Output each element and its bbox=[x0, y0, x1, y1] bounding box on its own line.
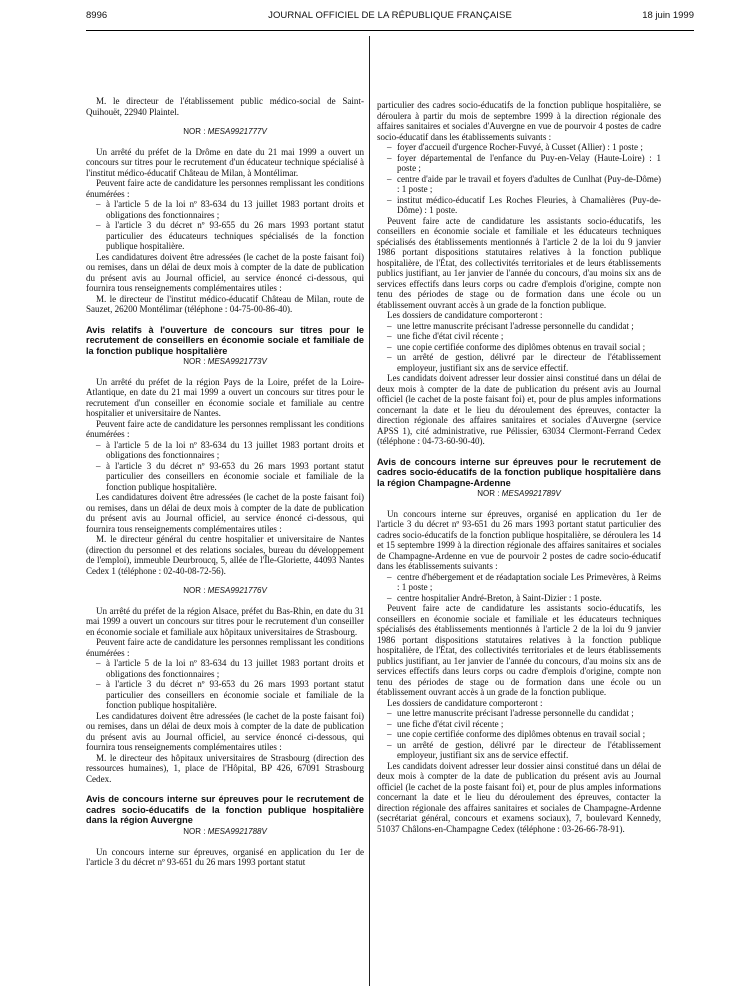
page-number: 8996 bbox=[86, 10, 108, 21]
paragraph: Peuvent faire acte de candidature les personnes remplissant les conditions énumérées : bbox=[86, 637, 364, 658]
paragraph: Les candidatures doivent être adressées (le cachet de la poste faisant foi) ou remises, dans un délai de deux mois à compter de la date de publication du présent avis au Journal officiel, au service énoncé ci-dessous, qui fournira tous renseignements complémentaires utiles : bbox=[86, 251, 364, 293]
paragraph: M. le directeur des hôpitaux universitaires de Strasbourg (direction des ressources humaines), 1, place de l'Hôpital, BP 426, 67091 Strasbourg Cedex. bbox=[86, 752, 364, 784]
section-title: Avis relatifs à l'ouverture de concours sur titres pour le recrutement de conseillers en économie sociale et familiale de la fonction publique hospitalière bbox=[86, 324, 364, 356]
list-item: – une fiche d'état civil récente ; bbox=[387, 331, 661, 342]
paragraph: Un concours interne sur épreuves, organisé en application du 1er de l'article 3 du décret nº 93-651 du 26 mars 1993 portant statut bbox=[86, 846, 364, 868]
paragraph: M. le directeur général du centre hospitalier et universitaire de Nantes (direction du personnel et des relations sociales, bureau du développement de l'emploi), immeuble Deurbroucq, 5, allée de l'Île-Gloriette, 44093 Nantes Cedex 1 (téléphone : 02-40-08-72-56). bbox=[86, 534, 364, 576]
paragraph: Peuvent faire acte de candidature les personnes remplissant les conditions énumérées : bbox=[86, 418, 364, 440]
nor-code: MESA9921788V bbox=[207, 827, 267, 837]
nor-code: MESA9921789V bbox=[501, 489, 561, 499]
list-item: – à l'article 3 du décret nº 93-655 du 26 mars 1993 portant statut particulier des éducateurs techniques spécialisés de la fonction publique hospitalière. bbox=[96, 220, 364, 252]
nor-reference bbox=[86, 357, 364, 368]
list-item: – institut médico-éducatif Les Roches Fleuries, à Chamalières (Puy-de-Dôme) : 1 poste. bbox=[387, 195, 661, 216]
issue-date: 18 juin 1999 bbox=[642, 10, 694, 21]
right-column bbox=[377, 100, 661, 990]
list-item: – à l'article 5 de la loi nº 83-634 du 13 juillet 1983 portant droits et obligations des fonctionnaires ; bbox=[96, 199, 364, 220]
list-item: – une fiche d'état civil récente ; bbox=[387, 719, 661, 730]
paragraph: Les candidatures doivent être adressées (le cachet de la poste faisant foi) ou remises, dans un délai de deux mois à compter de la date de publication du présent avis au Journal officiel, au service énoncé ci-dessous, qui fournira tous renseignements complémentaires utiles : bbox=[86, 710, 364, 753]
paragraph: Peuvent faire acte de candidature les assistants socio-éducatifs, les conseillers en économie sociale et familiale et les éducateurs techniques spécialisés des établissements mentionnés à l'article 2 de la loi du 9 janvier 1986 portant dispositions statutaires relatives à la fonction publique hospitalière, de l'État, des collectivités territoriales et de leurs établissements publics justifiant, au 1er janvier de l'année du concours, d'au moins six ans de services effectifs dans leurs corps ou cadre d'emplois d'origine, compte non tenu des périodes de stage ou de formation dans une école ou un établissement ouvrant accès à un grade de la fonction publique. bbox=[377, 603, 661, 698]
list-item: – une lettre manuscrite précisant l'adresse personnelle du candidat ; bbox=[387, 321, 661, 332]
left-column bbox=[86, 96, 364, 988]
paragraph: Les candidats doivent adresser leur dossier ainsi constitué dans un délai de deux mois à compter de la date de publication du présent avis au Journal officiel (le cachet de la poste faisant foi) et, pour de plus amples informations concernant la date et le lieu du déroulement des épreuves, contacter la direction régionale des affaires sanitaires et sociales d'Auvergne (service APSS 1), cité administrative, rue Pélissier, 63034 Clermont-Ferrand Cedex (téléphone : 04-73-60-90-40). bbox=[377, 373, 661, 446]
paragraph: Peuvent faire acte de candidature les personnes remplissant les conditions énumérées : bbox=[86, 178, 364, 199]
paragraph: Les dossiers de candidature comporteront : bbox=[387, 310, 543, 320]
list-item: – à l'article 3 du décret nº 93-653 du 26 mars 1993 portant statut particulier des conseillers en économie sociale et familiale de la fonction publique hospitalière. bbox=[96, 679, 364, 711]
paragraph: Les dossiers de candidature comporteront : bbox=[387, 697, 543, 708]
list-item: – centre hospitalier André-Breton, à Saint-Dizier : 1 poste. bbox=[387, 593, 661, 604]
list-item: – un arrêté de gestion, délivré par le directeur de l'établissement employeur, justifiant six ans de service effectif. bbox=[387, 352, 661, 373]
list-item: – à l'article 5 de la loi nº 83-634 du 13 juillet 1983 portant droits et obligations des fonctionnaires ; bbox=[96, 658, 364, 679]
list-item: – une copie certifiée conforme des diplômes obtenus en travail social ; bbox=[387, 342, 661, 353]
establishments-list bbox=[377, 142, 661, 216]
paragraph: Les candidatures doivent être adressées (le cachet de la poste faisant foi) ou remises, dans un délai de deux mois à compter de la date de publication du présent avis au Journal officiel, au service énoncé ci-dessous, qui fournira tous renseignements complémentaires utiles : bbox=[86, 492, 364, 534]
establishments-list bbox=[377, 572, 661, 604]
documents-list bbox=[377, 321, 661, 374]
nor-reference bbox=[86, 827, 364, 838]
list-item: – foyer d'accueil d'urgence Rocher-Fuvyé, à Cusset (Allier) : 1 poste ; bbox=[387, 142, 661, 153]
nor-prefix: NOR : bbox=[183, 586, 206, 596]
list-item: – à l'article 5 de la loi nº 83-634 du 13 juillet 1983 portant droits et obligations des fonctionnaires ; bbox=[96, 440, 364, 461]
nor-code: MESA9921777V bbox=[207, 127, 267, 136]
list-item: – un arrêté de gestion, délivré par le directeur de l'établissement employeur, justifiant six ans de service effectif. bbox=[387, 740, 661, 761]
section-title: Avis de concours interne sur épreuves pour le recrutement de cadres socio-éducatifs de la fonction publique hospitalière dans la région Champagne-Ardenne bbox=[377, 456, 661, 488]
list-item: – centre d'aide par le travail et foyers d'adultes de Cunlhat (Puy-de-Dôme) : 1 poste ; bbox=[387, 174, 661, 195]
conditions-list bbox=[86, 658, 364, 711]
list-item: – foyer départemental de l'enfance du Puy-en-Velay (Haute-Loire) : 1 poste ; bbox=[387, 153, 661, 174]
nor-reference bbox=[377, 489, 661, 500]
paragraph: Un concours interne sur épreuves, organisé en application du 1er de l'article 3 du décret nº 93-651 du 26 mars 1993 portant statut particulier des cadres socio-éducatifs de la fonction publique hospitalière, se déroulera les 14 et 15 septembre 1999 à la direction régionale des affaires sanitaires et sociales de Champagne-Ardenne en vue de pourvoir 2 postes de cadre socio-éducatif dans les établissements suivants : bbox=[377, 508, 661, 572]
nor-prefix: NOR : bbox=[477, 489, 500, 499]
list-item: – une lettre manuscrite précisant l'adresse personnelle du candidat ; bbox=[387, 708, 661, 719]
paragraph: Les candidats doivent adresser leur dossier ainsi constitué dans un délai de deux mois à compter de la date de publication du présent avis au Journal officiel (le cachet de la poste faisant foi) et, pour de plus amples informations concernant la date et le lieu du déroulement des épreuves, contacter la direction régionale des affaires sanitaires et sociales de Champagne-Ardenne (secrétariat général, concours et examens sociaux), 7, boulevard Kennedy, 51037 Châlons-en-Champagne Cedex (téléphone : 03-26-66-78-91). bbox=[377, 760, 661, 834]
conditions-list bbox=[86, 440, 364, 493]
intro-address: M. le directeur de l'établissement public médico-social de Saint-Quihouët, 22940 Plaintel. bbox=[86, 96, 364, 117]
nor-prefix: NOR : bbox=[183, 127, 206, 136]
paragraph: Un arrêté du préfet de la région Alsace, préfet du Bas-Rhin, en date du 31 mai 1999 a ouvert un concours sur titres pour le recrutement d'un conseiller en économie sociale et familiale aux hôpitaux universitaires de Strasbourg. bbox=[86, 605, 364, 637]
paragraph: Peuvent faire acte de candidature les assistants socio-éducatifs, les conseillers en économie sociale et familiale et les éducateurs techniques spécialisés des établissements mentionnés à l'article 2 de la loi du 9 janvier 1986 portant dispositions statutaires relatives à la fonction publique hospitalière, de l'État, des collectivités territoriales et de leurs établissements publics justifiant, au 1er janvier de l'année du concours, d'au moins six ans de services effectifs dans leurs corps ou cadre d'emplois d'origine, compte non tenu des périodes de stage ou de formation dans une école ou un établissement ouvrant accès à un grade de la fonction publique. bbox=[377, 215, 661, 310]
list-item: – centre d'hébergement et de réadaptation sociale Les Primevères, à Reims : 1 poste ; bbox=[387, 572, 661, 593]
conditions-list bbox=[86, 199, 364, 252]
paragraph: particulier des cadres socio-éducatifs de la fonction publique hospitalière, se déroulera à partir du mois de septembre 1999 à la direction régionale des affaires sanitaires et sociales d'Auvergne en vue de pourvoir 4 postes de cadre socio-éducatif dans les établissements suivants : bbox=[377, 100, 661, 142]
journal-title: JOURNAL OFFICIEL DE LA RÉPUBLIQUE FRANÇAISE bbox=[268, 10, 512, 21]
nor-prefix: NOR : bbox=[183, 827, 206, 837]
column-divider bbox=[369, 36, 370, 986]
header-rule bbox=[86, 30, 694, 31]
nor-code: MESA9921773V bbox=[207, 357, 267, 367]
list-item: – à l'article 3 du décret nº 93-653 du 26 mars 1993 portant statut particulier des conseillers en économie sociale et familiale de la fonction publique hospitalière. bbox=[96, 461, 364, 493]
paragraph: Un arrêté du préfet de la région Pays de la Loire, préfet de la Loire-Atlantique, en date du 21 mai 1999 a ouvert un concours sur titres pour le recrutement d'un conseiller en économie sociale et familiale au centre hospitalier et universitaire de Nantes. bbox=[86, 376, 364, 419]
nor-reference bbox=[86, 127, 364, 138]
documents-list bbox=[377, 708, 661, 761]
nor-code: MESA9921776V bbox=[207, 586, 267, 596]
nor-prefix: NOR : bbox=[183, 357, 206, 367]
section-title: Avis de concours interne sur épreuves pour le recrutement de cadres socio-éducatifs de la fonction publique hospitalière dans la région Auvergne bbox=[86, 794, 364, 826]
page-header bbox=[86, 10, 694, 26]
nor-reference bbox=[86, 586, 364, 597]
list-item: – une copie certifiée conforme des diplômes obtenus en travail social ; bbox=[387, 729, 661, 740]
paragraph: M. le directeur de l'institut médico-éducatif Château de Milan, route de Sauzet, 26200 Montélimar (téléphone : 04-75-00-86-40). bbox=[86, 293, 364, 314]
paragraph: Un arrêté du préfet de la Drôme en date du 21 mai 1999 a ouvert un concours sur titres pour le recrutement d'un éducateur technique spécialisé à l'institut médico-éducatif Château de Milan, à Montélimar. bbox=[86, 146, 364, 178]
